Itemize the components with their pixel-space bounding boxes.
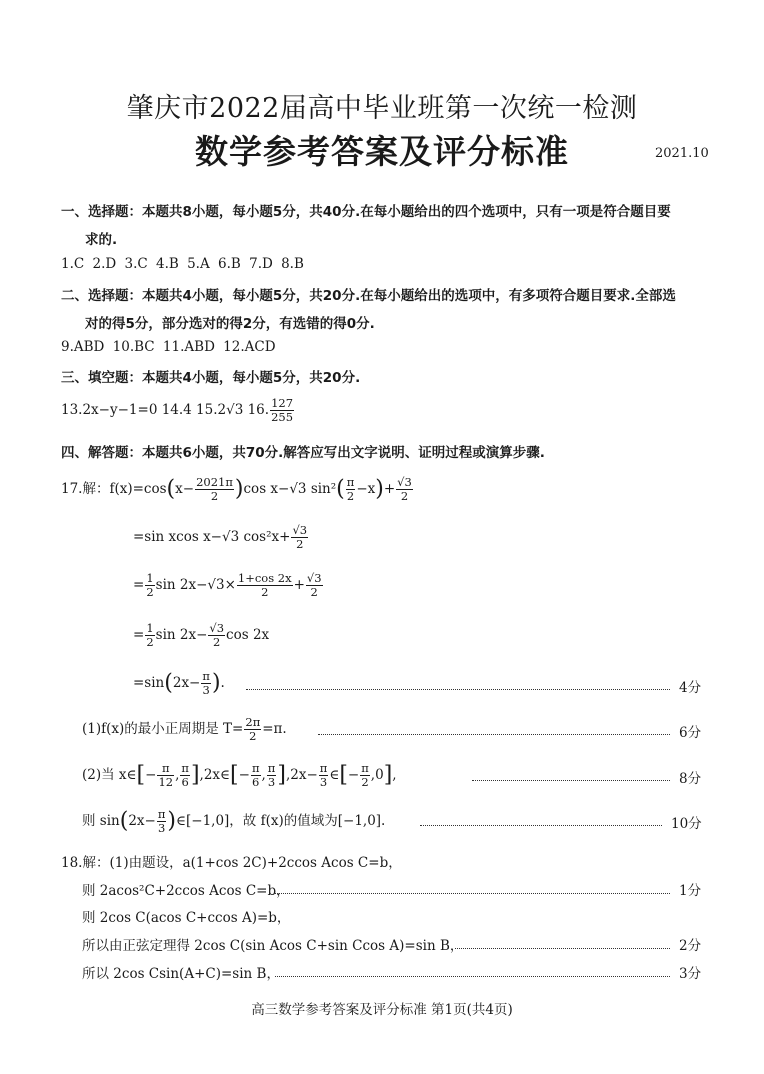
section-4-title: 四、解答题：本题共6小题，共70分.解答应写出文字说明、证明过程或演算步骤. bbox=[61, 445, 545, 461]
frac-num: 2π bbox=[245, 715, 261, 729]
q17-line-8 bbox=[82, 808, 385, 835]
fraction bbox=[244, 716, 261, 743]
q18-line-5: 所以 2cos Csin(A+C)=sin B， bbox=[82, 966, 280, 982]
q17-l1-text: x− bbox=[175, 481, 195, 497]
section-2-title: 二、选择题：本题共4小题，每小题5分，共20分.在每小题给出的选项中，有多项符合题目要求.全部选 bbox=[61, 288, 676, 304]
q17-l1-text: 17.解：f(x)=cos bbox=[61, 481, 167, 497]
q17-l7-text: (2)当 x∈ bbox=[82, 767, 137, 783]
bracket-open: [ bbox=[136, 762, 146, 788]
q17-l4-text: cos 2x bbox=[226, 627, 270, 643]
section-1-title: 一、选择题：本题共8小题，每小题5分，共40分.在每小题给出的四个选项中，只有一项是符合题目要 bbox=[61, 204, 671, 220]
answer-16-fraction bbox=[270, 397, 294, 424]
paren-open: ( bbox=[119, 808, 129, 834]
paren-close: ) bbox=[375, 476, 384, 502]
score-10: 10分 bbox=[671, 816, 702, 832]
bracket-close: ] bbox=[383, 762, 393, 788]
fraction bbox=[195, 476, 234, 503]
fraction bbox=[145, 622, 154, 649]
section-1-title-cont: 求的. bbox=[85, 232, 118, 248]
fraction bbox=[346, 476, 356, 503]
q17-l5-text: =sin bbox=[133, 675, 165, 691]
leader-dots bbox=[420, 825, 662, 826]
q17-l7-text: , bbox=[392, 767, 397, 783]
frac-den: 2 bbox=[146, 585, 154, 599]
q17-l1-text: + bbox=[383, 481, 396, 497]
score-6: 6分 bbox=[679, 725, 702, 741]
fraction bbox=[267, 762, 277, 789]
q17-l7-text: ,0 bbox=[370, 767, 384, 783]
fraction bbox=[237, 572, 293, 599]
q17-l5-text: 2x− bbox=[172, 675, 201, 691]
frac-den: 2 bbox=[249, 729, 257, 743]
frac-num: 1+cos 2x bbox=[237, 571, 292, 585]
q17-l4-text: sin 2x− bbox=[155, 627, 208, 643]
frac-den: 3 bbox=[157, 821, 166, 835]
q17-l7-text: ,2x− bbox=[285, 767, 318, 783]
q17-l6-text: (1)f(x)的最小正周期是 T= bbox=[82, 721, 244, 737]
bracket-close: ] bbox=[190, 762, 200, 788]
q18-line-3: 则 2cos C(acos C+ccos A)=b， bbox=[82, 910, 291, 926]
fraction bbox=[208, 622, 225, 649]
fraction bbox=[306, 572, 323, 599]
fraction bbox=[291, 524, 308, 551]
minus-sign: − bbox=[145, 767, 157, 783]
frac-num: π bbox=[157, 807, 166, 821]
comma: , bbox=[175, 767, 180, 783]
paren-close: ) bbox=[211, 670, 221, 696]
bracket-open: [ bbox=[339, 762, 348, 788]
paren-close: ) bbox=[167, 808, 176, 834]
frac-num: π bbox=[346, 475, 355, 489]
fraction bbox=[157, 808, 167, 835]
leader-dots bbox=[455, 948, 670, 949]
frac-den: 6 bbox=[252, 775, 260, 789]
section-3-answers-text: 13.2x−y−1=0 14.4 15.2√3 16. bbox=[61, 402, 270, 418]
frac-num: π bbox=[181, 761, 189, 775]
frac-den: 2 bbox=[296, 537, 304, 551]
paren-open: ( bbox=[166, 476, 176, 502]
frac-den: 3 bbox=[267, 775, 276, 789]
comma: , bbox=[261, 767, 266, 783]
q17-l8-text: 则 sin bbox=[82, 813, 120, 829]
q17-line-6 bbox=[82, 716, 287, 743]
q17-l3-text: + bbox=[293, 577, 305, 593]
frac-num: π bbox=[157, 762, 174, 776]
fraction bbox=[251, 762, 261, 789]
score-8: 8分 bbox=[679, 771, 702, 787]
leader-dots bbox=[318, 734, 670, 735]
frac-den: 255 bbox=[271, 410, 294, 424]
fraction bbox=[157, 762, 174, 789]
frac-den: 12 bbox=[158, 775, 174, 789]
frac-num: π bbox=[361, 761, 369, 775]
q18-line-4: 所以由正弦定理得 2cos C(sin Acos C+sin Ccos A)=sin B， bbox=[82, 938, 464, 954]
bracket-close: ] bbox=[277, 762, 286, 788]
fraction bbox=[396, 476, 413, 503]
equals-sign: = bbox=[133, 627, 145, 643]
q17-line-4 bbox=[133, 622, 269, 649]
paren-close: ) bbox=[234, 476, 244, 502]
fraction bbox=[180, 762, 190, 789]
frac-den: 2 bbox=[213, 635, 221, 649]
frac-den: 2 bbox=[261, 585, 269, 599]
page-footer: 高三数学参考答案及评分标准 第1页(共4页) bbox=[251, 1002, 513, 1018]
frac-den: 2 bbox=[210, 489, 219, 503]
date: 2021.10 bbox=[655, 146, 709, 161]
q17-line-3 bbox=[133, 572, 324, 599]
leader-dots bbox=[274, 893, 670, 894]
q17-l5-text: . bbox=[220, 675, 225, 691]
leader-dots bbox=[246, 689, 670, 690]
section-2-answers: 9.ABD 10.BC 11.ABD 12.ACD bbox=[61, 339, 276, 355]
frac-den: 3 bbox=[202, 683, 210, 697]
frac-num: π bbox=[319, 761, 328, 775]
frac-num: √3 bbox=[397, 475, 412, 489]
frac-num: 127 bbox=[271, 396, 294, 410]
q17-l8-text: ∈[−1,0]，故 f(x)的值域为[−1,0]. bbox=[176, 813, 386, 829]
section-2-title-cont: 对的得5分，部分选对的得2分，有选错的得0分. bbox=[85, 316, 375, 332]
frac-den: 2 bbox=[346, 489, 355, 503]
q17-l6-text: =π. bbox=[262, 721, 287, 737]
frac-den: 2 bbox=[400, 489, 409, 503]
answer-key-title: 数学参考答案及评分标准 bbox=[195, 132, 569, 171]
frac-num: π bbox=[251, 761, 260, 775]
score-1: 1分 bbox=[679, 883, 702, 899]
frac-num: 1 bbox=[146, 621, 154, 635]
q17-line-2 bbox=[133, 524, 309, 551]
equals-sign: = bbox=[133, 577, 145, 593]
q17-l8-text: 2x− bbox=[128, 813, 156, 829]
q18-line-1: 18.解：(1)由题设，a(1+cos 2C)+2ccos Acos C=b， bbox=[61, 855, 402, 871]
q17-l2-text: =sin xcos x−√3 cos²x+ bbox=[133, 529, 291, 545]
score-2: 2分 bbox=[679, 938, 702, 954]
leader-dots bbox=[472, 780, 670, 781]
q17-line-1 bbox=[61, 476, 414, 503]
q18-line-2: 则 2acos²C+2ccos Acos C=b， bbox=[82, 883, 290, 899]
frac-den: 6 bbox=[181, 775, 189, 789]
minus-sign: − bbox=[347, 767, 360, 783]
section-3-answers bbox=[61, 397, 295, 424]
frac-num: √3 bbox=[292, 523, 308, 537]
bracket-open: [ bbox=[230, 762, 239, 788]
q17-l3-text: sin 2x−√3× bbox=[155, 577, 236, 593]
fraction bbox=[360, 762, 370, 789]
q17-l1-text: cos x−√3 sin² bbox=[243, 481, 337, 497]
frac-num: √3 bbox=[209, 621, 225, 635]
q17-line-7 bbox=[82, 762, 397, 789]
leader-dots bbox=[275, 976, 670, 977]
minus-sign: − bbox=[238, 767, 250, 783]
section-1-answers: 1.C 2.D 3.C 4.B 5.A 6.B 7.D 8.B bbox=[61, 256, 304, 272]
q17-l7-text: ,2x∈ bbox=[199, 767, 231, 783]
q17-l1-text: −x bbox=[356, 481, 376, 497]
frac-den: 3 bbox=[319, 775, 328, 789]
frac-den: 2 bbox=[146, 635, 154, 649]
frac-den: 2 bbox=[361, 775, 369, 789]
frac-den: 2 bbox=[310, 585, 318, 599]
score-4: 4分 bbox=[679, 680, 702, 696]
fraction bbox=[319, 762, 329, 789]
score-3: 3分 bbox=[679, 966, 702, 982]
section-3-title: 三、填空题：本题共4小题，每小题5分，共20分. bbox=[61, 370, 361, 386]
fraction bbox=[201, 670, 211, 697]
fraction bbox=[145, 572, 154, 599]
q17-line-5 bbox=[133, 670, 225, 697]
exam-title: 肇庆市2022届高中毕业班第一次统一检测 bbox=[126, 93, 638, 124]
frac-num: 2021π bbox=[196, 475, 233, 489]
q17-l7-text: ∈ bbox=[329, 767, 340, 783]
paren-open: ( bbox=[336, 476, 345, 502]
frac-num: π bbox=[267, 761, 276, 775]
frac-num: π bbox=[202, 669, 210, 683]
frac-num: √3 bbox=[306, 571, 322, 585]
paren-open: ( bbox=[164, 670, 173, 696]
frac-num: 1 bbox=[146, 571, 154, 585]
